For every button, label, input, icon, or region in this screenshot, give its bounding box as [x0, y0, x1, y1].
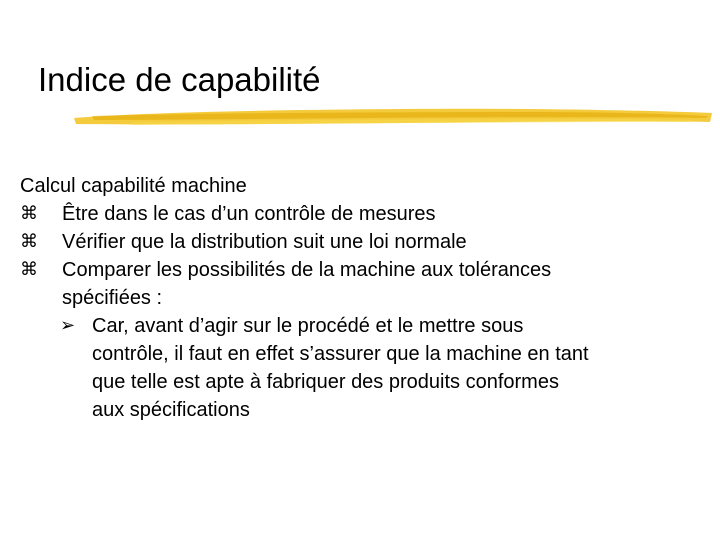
sub-bullet-text-continuation: aux spécifications [92, 399, 250, 421]
sub-bullet-text-continuation: que telle est apte à fabriquer des produits conformes [92, 371, 559, 393]
bullet-item [20, 256, 710, 284]
sub-bullet-text: Car, avant d’agir sur le procédé et le mettre sous [92, 315, 524, 337]
bullet-item [20, 228, 710, 256]
command-bullet-icon: ⌘ [20, 203, 38, 224]
title-underline-brushstroke [72, 104, 714, 132]
sub-bullet-text-continuation: contrôle, il faut en effet s’assurer que la machine en tant [92, 343, 589, 365]
bullet-text: Être dans le cas d’un contrôle de mesures [62, 203, 436, 225]
bullet-text: Vérifier que la distribution suit une loi normale [62, 231, 467, 253]
bullet-item [20, 200, 710, 228]
arrow-bullet-icon: ➢ [60, 315, 76, 336]
bullet-text-continuation: spécifiées : [62, 287, 163, 309]
bullet-text: Comparer les possibilités de la machine aux tolérances [62, 259, 552, 281]
slide-title: Indice de capabilité [38, 61, 321, 98]
slide-body [20, 172, 710, 424]
sub-bullet-item [20, 312, 710, 340]
command-bullet-icon: ⌘ [20, 231, 38, 252]
section-heading: Calcul capabilité machine [20, 175, 247, 197]
command-bullet-icon: ⌘ [20, 259, 38, 280]
